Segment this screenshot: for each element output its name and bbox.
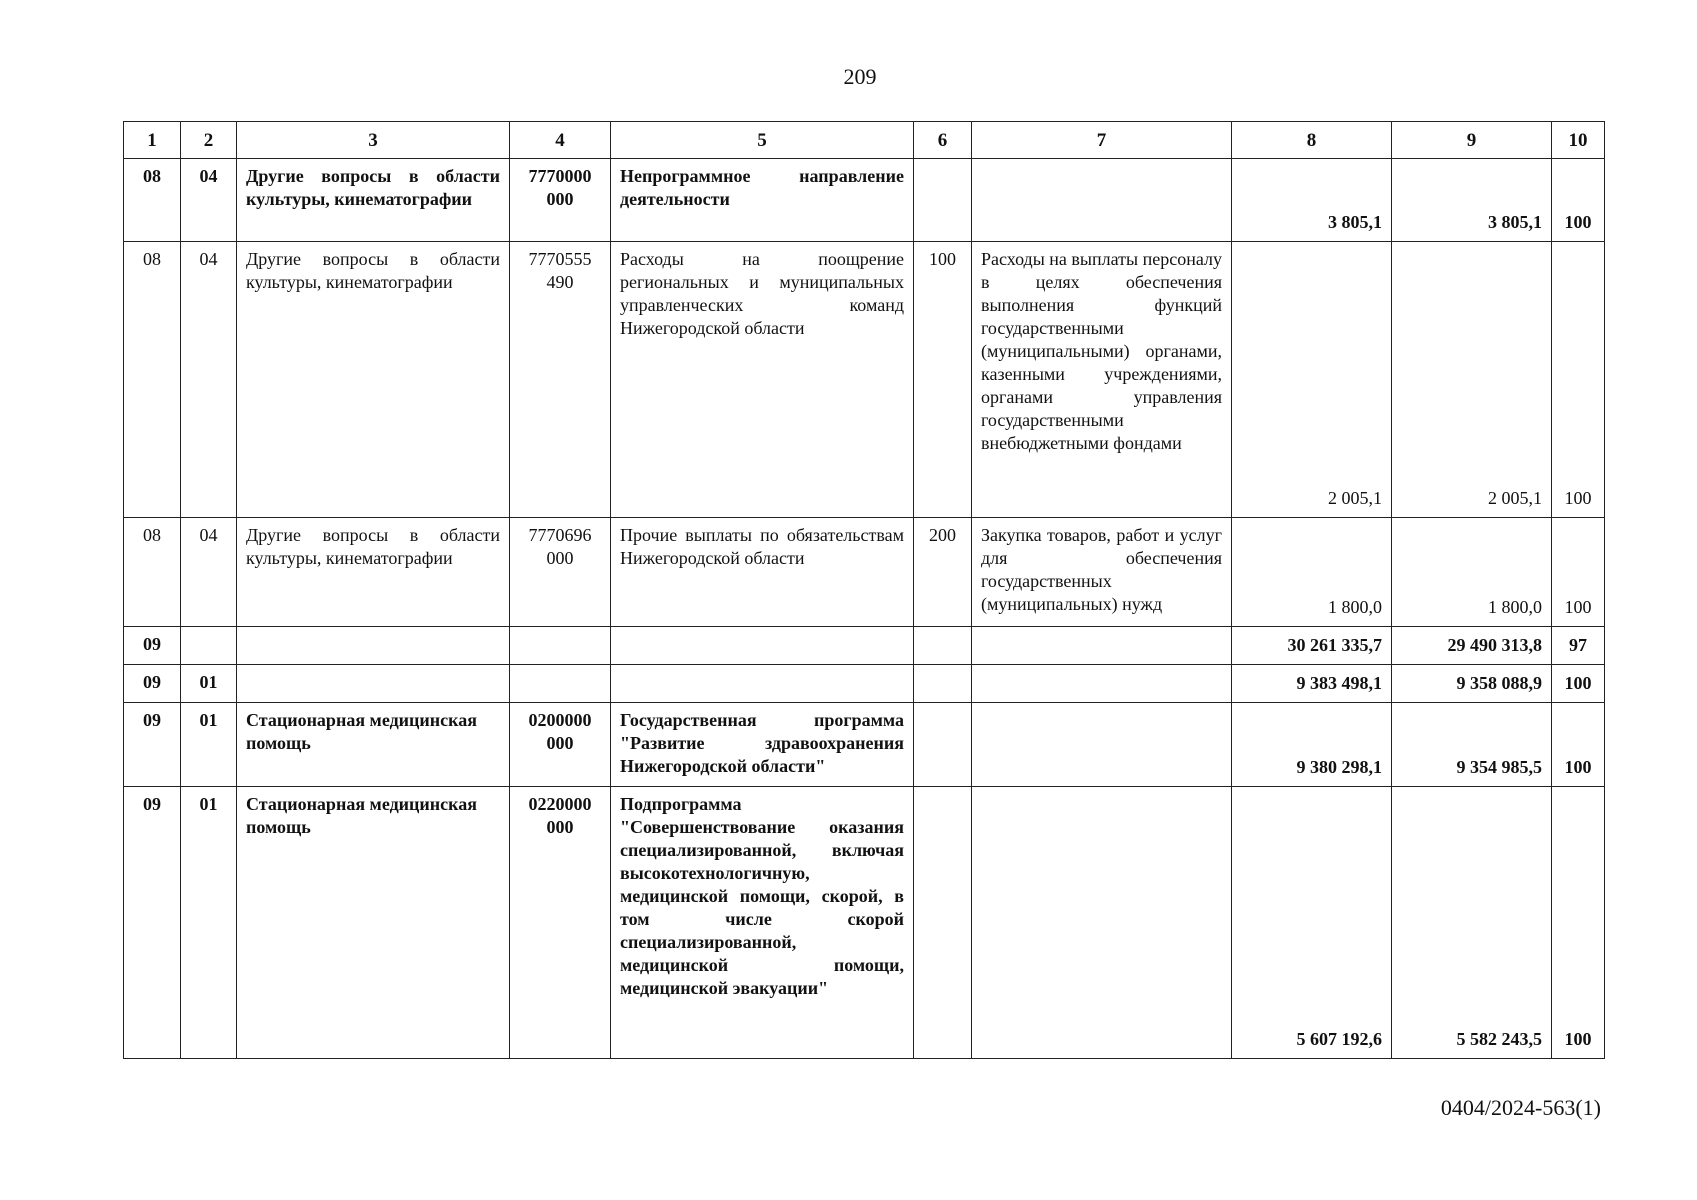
expense-type-code <box>914 787 972 1059</box>
expense-type-name: Расходы на выплаты персоналу в целях обеспечения выполнения функций государственными (муниципальными) органами, казенными учреждениями, органами управления государственными внебюджетными фондами <box>972 242 1232 518</box>
header-col-8: 8 <box>1232 122 1392 159</box>
expense-type-name <box>972 787 1232 1059</box>
subsection-code: 04 <box>181 242 237 518</box>
expense-type-code <box>914 665 972 703</box>
table-row <box>124 627 1605 665</box>
subsection-name: Стационарная медицинская помощь <box>237 787 510 1059</box>
expense-type-name: Закупка товаров, работ и услуг для обеспечения государственных (муниципальных) нужд <box>972 518 1232 627</box>
subsection-name: Другие вопросы в области культуры, кинематографии <box>237 242 510 518</box>
target-article-name: Подпрограмма "Совершенствование оказания специализированной, включая высокотехнологичную, медицинской помощи, скорой, в том числе скорой специализированной, медицинской помощи, медицинской эвакуации" <box>611 787 914 1059</box>
subsection-code <box>181 627 237 665</box>
planned-amount: 9 383 498,1 <box>1232 665 1392 703</box>
page-number: 209 <box>843 64 877 89</box>
subsection-name: Другие вопросы в области культуры, кинематографии <box>237 159 510 242</box>
subsection-code: 04 <box>181 518 237 627</box>
subsection-code: 01 <box>181 703 237 787</box>
execution-percent: 100 <box>1552 242 1605 518</box>
planned-amount: 2 005,1 <box>1232 242 1392 518</box>
header-col-3: 3 <box>237 122 510 159</box>
table-row <box>124 518 1605 627</box>
header-col-10: 10 <box>1552 122 1605 159</box>
section-code: 09 <box>124 787 181 1059</box>
subsection-name: Стационарная медицинская помощь <box>237 703 510 787</box>
header-col-6: 6 <box>914 122 972 159</box>
execution-percent: 100 <box>1552 787 1605 1059</box>
header-col-5: 5 <box>611 122 914 159</box>
subsection-name <box>237 665 510 703</box>
planned-amount: 1 800,0 <box>1232 518 1392 627</box>
header-col-7: 7 <box>972 122 1232 159</box>
expense-type-code <box>914 627 972 665</box>
actual-amount: 5 582 243,5 <box>1392 787 1552 1059</box>
section-code: 09 <box>124 627 181 665</box>
document-code: 0404/2024-563(1) <box>1440 1095 1601 1120</box>
execution-percent: 97 <box>1552 627 1605 665</box>
actual-amount: 3 805,1 <box>1392 159 1552 242</box>
planned-amount: 30 261 335,7 <box>1232 627 1392 665</box>
subsection-name: Другие вопросы в области культуры, кинематографии <box>237 518 510 627</box>
planned-amount: 5 607 192,6 <box>1232 787 1392 1059</box>
header-col-9: 9 <box>1392 122 1552 159</box>
table-row <box>124 665 1605 703</box>
section-code: 09 <box>124 703 181 787</box>
expense-type-code <box>914 703 972 787</box>
subsection-code: 04 <box>181 159 237 242</box>
table-row <box>124 159 1605 242</box>
actual-amount: 2 005,1 <box>1392 242 1552 518</box>
target-article-code: 0220000 000 <box>510 787 611 1059</box>
execution-percent: 100 <box>1552 159 1605 242</box>
table-row <box>124 242 1605 518</box>
section-code: 08 <box>124 518 181 627</box>
expense-type-name <box>972 703 1232 787</box>
expense-type-name <box>972 159 1232 242</box>
target-article-name: Государственная программа "Развитие здравоохранения Нижегородской области" <box>611 703 914 787</box>
target-article-code: 7770696 000 <box>510 518 611 627</box>
table-row <box>124 787 1605 1059</box>
planned-amount: 9 380 298,1 <box>1232 703 1392 787</box>
header-col-4: 4 <box>510 122 611 159</box>
section-code: 08 <box>124 242 181 518</box>
header-col-2: 2 <box>181 122 237 159</box>
target-article-name <box>611 665 914 703</box>
subsection-code: 01 <box>181 665 237 703</box>
target-article-name <box>611 627 914 665</box>
execution-percent: 100 <box>1552 665 1605 703</box>
header-col-1: 1 <box>124 122 181 159</box>
actual-amount: 1 800,0 <box>1392 518 1552 627</box>
target-article-code: 0200000 000 <box>510 703 611 787</box>
section-code: 09 <box>124 665 181 703</box>
header-row <box>124 122 1605 159</box>
table-row <box>124 703 1605 787</box>
target-article-name: Расходы на поощрение региональных и муниципальных управленческих команд Нижегородской области <box>611 242 914 518</box>
subsection-code: 01 <box>181 787 237 1059</box>
actual-amount: 29 490 313,8 <box>1392 627 1552 665</box>
execution-percent: 100 <box>1552 703 1605 787</box>
expense-type-code <box>914 159 972 242</box>
actual-amount: 9 354 985,5 <box>1392 703 1552 787</box>
expense-type-name <box>972 627 1232 665</box>
target-article-name: Непрограммное направление деятельности <box>611 159 914 242</box>
target-article-code: 7770555 490 <box>510 242 611 518</box>
actual-amount: 9 358 088,9 <box>1392 665 1552 703</box>
expense-type-name <box>972 665 1232 703</box>
expense-type-code: 100 <box>914 242 972 518</box>
target-article-code <box>510 627 611 665</box>
execution-percent: 100 <box>1552 518 1605 627</box>
section-code: 08 <box>124 159 181 242</box>
target-article-code: 7770000 000 <box>510 159 611 242</box>
target-article-name: Прочие выплаты по обязательствам Нижегородской области <box>611 518 914 627</box>
expense-type-code: 200 <box>914 518 972 627</box>
subsection-name <box>237 627 510 665</box>
planned-amount: 3 805,1 <box>1232 159 1392 242</box>
budget-table <box>123 121 1605 1059</box>
target-article-code <box>510 665 611 703</box>
